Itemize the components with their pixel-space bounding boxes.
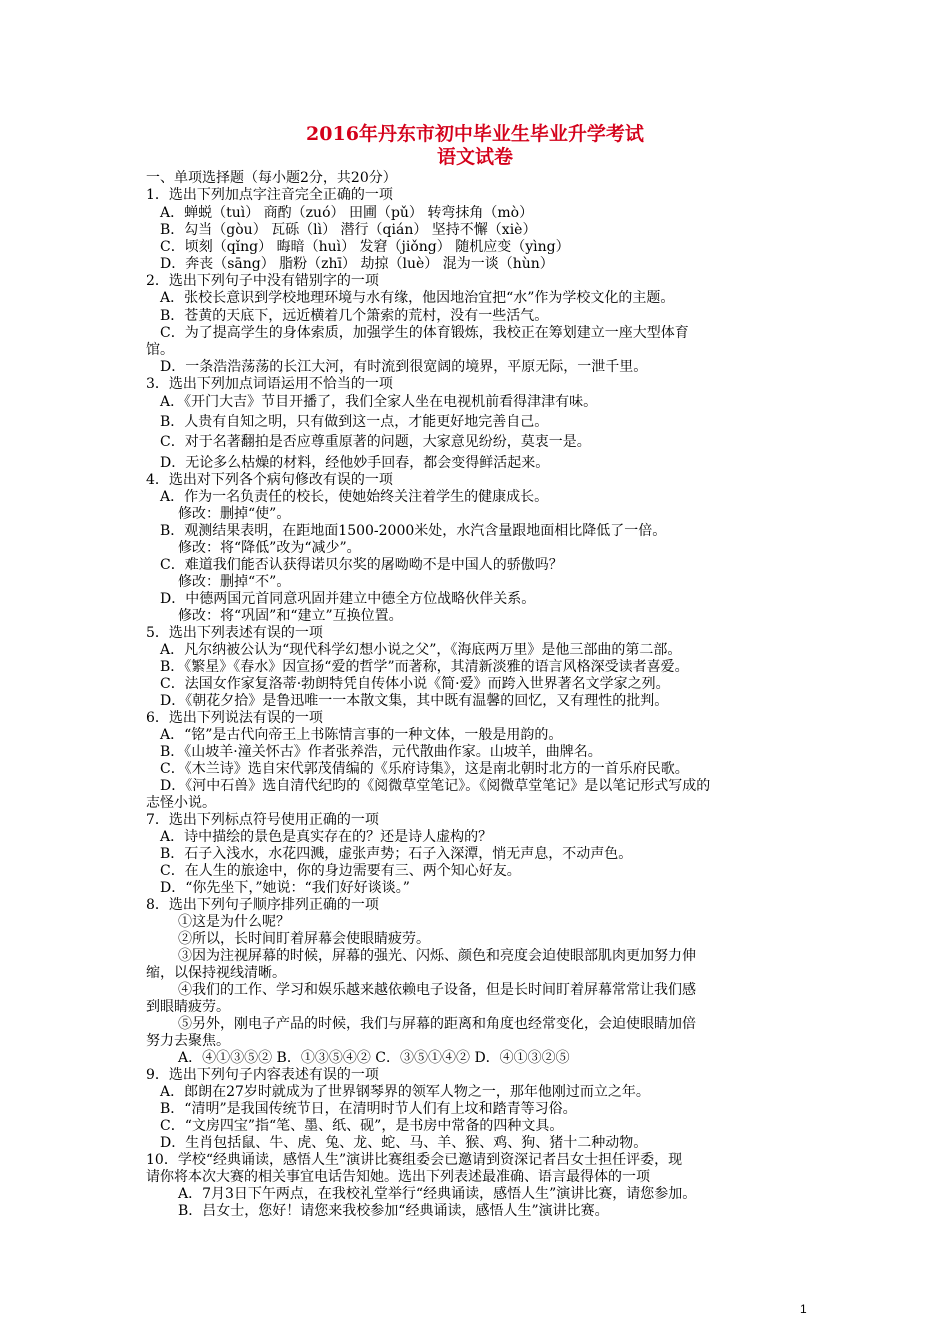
exam-title: 2016年丹东市初中毕业生毕业升学考试 <box>306 123 644 145</box>
option-line: D．《朝花夕拾》是鲁迅唯一一本散文集，其中既有温馨的回忆，又有理性的批判。 <box>160 693 669 709</box>
option-continuation: 志怪小说。 <box>146 795 216 811</box>
option-line: D．中德两国元首同意巩固并建立中德全方位战略伙伴关系。 <box>160 591 536 607</box>
revision-note: 修改：将“巩固”和“建立”互换位置。 <box>178 608 403 624</box>
question-stem: 2．选出下列句子中没有错别字的一项 <box>146 273 379 289</box>
option-line: C．“文房四宝”指“笔、墨、纸、砚”，是书房中常备的四种文具。 <box>160 1118 564 1134</box>
option-line: A．《开门大吉》节目开播了，我们全家人坐在电视机前看得津津有味。 <box>160 394 598 410</box>
option-line: B．石子入浅水，水花四溅，虚张声势；石子入深潭，悄无声息，不动声色。 <box>160 846 633 862</box>
option-line: D．“你先坐下，”她说：“我们好好谈谈。” <box>160 880 410 896</box>
sentence-item: ④我们的工作、学习和娱乐越来越依赖电子设备，但是长时间盯着屏幕常常让我们感 <box>178 982 696 998</box>
sentence-item: ⑤另外，刚电子产品的时候，我们与屏幕的距离和角度也经常变化，会迫使眼睛加倍 <box>178 1016 696 1032</box>
sentence-continuation: 努力去聚焦。 <box>146 1033 230 1049</box>
question-stem: 10．学校“经典诵读，感悟人生”演讲比赛组委会已邀请到资深记者吕女士担任评委，现 <box>146 1152 683 1168</box>
question-stem: 7．选出下列标点符号使用正确的一项 <box>146 812 379 828</box>
answer-options: A．④①③⑤② B．①③⑤④② C．③⑤①④② D．④①③②⑤ <box>178 1050 570 1066</box>
sentence-item: ①这是为什么呢？ <box>178 914 290 930</box>
sentence-continuation: 到眼睛疲劳。 <box>146 999 230 1015</box>
question-stem: 5．选出下列表述有误的一项 <box>146 625 323 641</box>
option-line: B．《繁星》《春水》因宣扬“爱的哲学”而著称，其清新淡雅的语言风格深受读者喜爱。 <box>160 659 689 675</box>
revision-note: 修改：删掉“不”。 <box>178 574 291 590</box>
question-stem: 8．选出下列句子顺序排列正确的一项 <box>146 897 379 913</box>
option-line: A．7月3日下午两点，在我校礼堂举行“经典诵读，感悟人生”演讲比赛，请您参加。 <box>178 1186 697 1202</box>
option-line: B．勾当（gòu） 瓦砾（lì） 潜行（qián） 坚持不懈（xiè） <box>160 222 537 238</box>
sentence-item: ②所以，长时间盯着屏幕会使眼睛疲劳。 <box>178 931 430 947</box>
question-stem: 9．选出下列句子内容表述有误的一项 <box>146 1067 379 1083</box>
sentence-continuation: 缩，以保持视线清晰。 <box>146 965 286 981</box>
option-line: D．奔丧（sāng） 脂粉（zhī） 劫掠（luè） 混为一谈（hùn） <box>160 256 554 272</box>
option-line: C．《木兰诗》选自宋代郭茂倩编的《乐府诗集》，这是南北朝时北方的一首乐府民歌。 <box>160 761 689 777</box>
option-line: A．郎朗在27岁时就成为了世界钢琴界的领军人物之一，那年他刚过而立之年。 <box>160 1084 650 1100</box>
option-line: C．顷刻（qǐng） 晦暗（huì） 发窘（jiǒng） 随机应变（yìng） <box>160 239 570 255</box>
question-stem: 1．选出下列加点字注音完全正确的一项 <box>146 187 393 203</box>
option-continuation: 馆。 <box>146 342 174 358</box>
section-heading: 一、单项选择题（每小题2分，共20分） <box>146 170 397 186</box>
revision-note: 修改：将“降低”改为“减少”。 <box>178 540 361 556</box>
option-line: C．对于名著翻拍是否应尊重原著的问题，大家意见纷纷，莫衷一是。 <box>160 434 591 450</box>
option-line: C．在人生的旅途中，你的身边需要有三、两个知心好友。 <box>160 863 521 879</box>
option-line: D．一条浩浩荡荡的长江大河，有时流到很宽阔的境界，平原无际，一泄千里。 <box>160 359 648 375</box>
sentence-item: ③因为注视屏幕的时候，屏幕的强光、闪烁、颜色和亮度会迫使眼部肌肉更加努力伸 <box>178 948 696 964</box>
option-line: A．凡尔纳被公认为“现代科学幻想小说之父”，《海底两万里》是他三部曲的第二部。 <box>160 642 682 658</box>
option-line: D．生肖包括鼠、牛、虎、兔、龙、蛇、马、羊、猴、鸡、狗、猪十二种动物。 <box>160 1135 648 1151</box>
option-line: A．作为一名负责任的校长，使她始终关注着学生的健康成长。 <box>160 489 549 505</box>
question-stem: 6．选出下列说法有误的一项 <box>146 710 323 726</box>
option-line: B．《山坡羊·潼关怀古》作者张养浩，元代散曲作家。山坡羊，曲牌名。 <box>160 744 602 760</box>
option-line: B．苍黄的天底下，远近横着几个箫索的荒村，没有一些活气。 <box>160 308 549 324</box>
option-line: C．难道我们能否认获得诺贝尔奖的屠呦呦不是中国人的骄傲吗？ <box>160 557 563 573</box>
option-line: C．为了提高学生的身体索质，加强学生的体育锻炼，我校正在筹划建立一座大型体育 <box>160 325 689 341</box>
option-line: D．无论多么枯燥的材料，经他妙手回春，都会变得鲜活起来。 <box>160 455 550 471</box>
page-number: 1 <box>800 1302 807 1316</box>
option-line: B．观测结果表明，在距地面1500-2000米处，水汽含量跟地面相比降低了一倍。 <box>160 523 667 539</box>
question-stem: 4．选出对下列各个病句修改有误的一项 <box>146 472 393 488</box>
question-stem-continuation: 请你将本次大赛的相关事宜电话告知她。选出下列表述最准确、语言最得体的一项 <box>146 1169 650 1185</box>
option-line: B．“清明”是我国传统节日，在清明时节人们有上坟和踏青等习俗。 <box>160 1101 577 1117</box>
option-line: A．诗中描绘的景色是真实存在的？还是诗人虚构的？ <box>160 829 493 845</box>
question-stem: 3．选出下列加点词语运用不恰当的一项 <box>146 376 393 392</box>
option-line: A．“铭”是古代向帝王上书陈情言事的一种文体，一般是用韵的。 <box>160 727 563 743</box>
option-line: C．法国女作家复洛蒂·勃朗特凭自传体小说《简·爱》而跨入世界著名文学家之列。 <box>160 676 670 692</box>
revision-note: 修改：删掉“使”。 <box>178 506 291 522</box>
option-line: D．《河中石兽》选自清代纪昀的《阅微草堂笔记》。《阅微草堂笔记》是以笔记形式写成的 <box>160 778 711 794</box>
option-line: A．蝉蜕（tuì） 商酌（zuó） 田圃（pǔ） 转弯抹角（mò） <box>160 205 534 221</box>
option-line: A．张校长意识到学校地理环境与水有缘，他因地治宜把“水”作为学校文化的主题。 <box>160 290 675 306</box>
option-line: B．吕女士，您好！请您来我校参加“经典诵读，感悟人生”演讲比赛。 <box>178 1203 609 1219</box>
option-line: B．人贵有自知之明，只有做到这一点，才能更好地完善自己。 <box>160 414 549 430</box>
exam-subtitle: 语文试卷 <box>436 146 513 168</box>
